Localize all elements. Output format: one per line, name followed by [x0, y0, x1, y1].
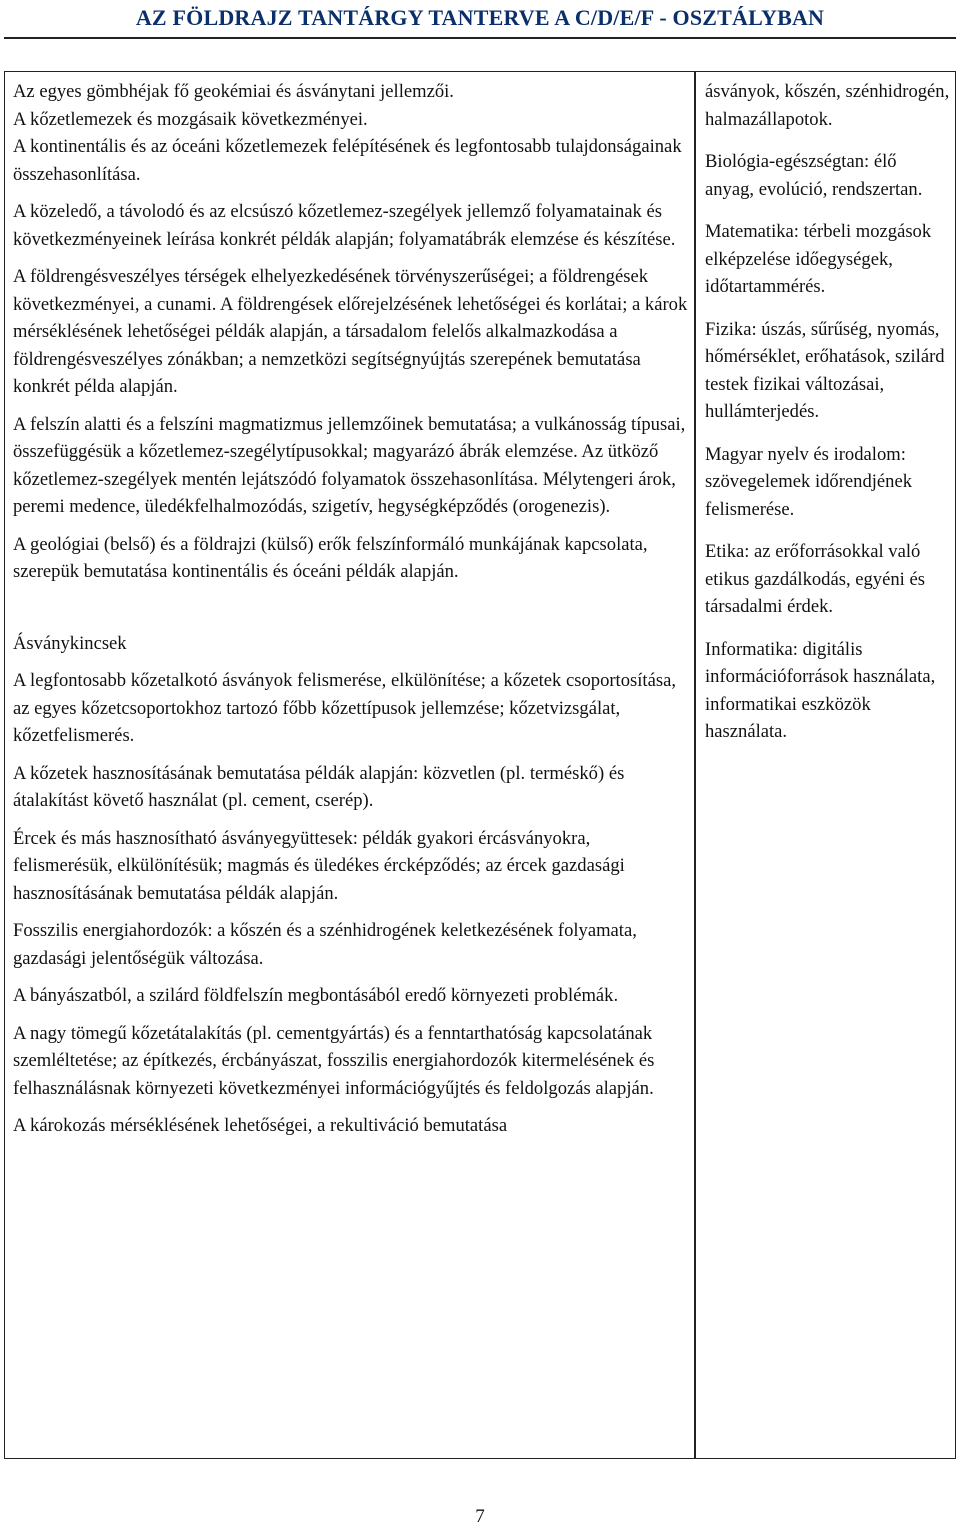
connection-block: Fizika: úszás, sűrűség, nyomás, hőmérséklet, erőhatások, szilárd testek fizikai változásai, hullámterjedés.: [705, 318, 945, 422]
paragraph: A felszín alatti és a felszíni magmatizmus jellemzőinek bemutatása; a vulkánosság típusai, összefüggésük a kőzetlemez-szegélytípusokkal; magyarázó ábrák elemzése. Az ütköző kőzetlemez-szegélyek mentén lejátszódó folyamatok összehasonlítása. Mélytengeri árok, peremi medence, üledékfelhalmozódás, szigetív, hegységképződés (orogenezis).: [13, 413, 686, 517]
paragraph: A geológiai (belső) és a földrajzi (külső) erők felszínformáló munkájának kapcsolata, szerepük bemutatása kontinentális és óceáni példák alapján.: [13, 533, 648, 582]
paragraph: Az egyes gömbhéjak fő geokémiai és ásványtani jellemzői.: [13, 81, 454, 102]
connection-block: Biológia-egészségtan: élő anyag, evolúció, rendszertan.: [705, 151, 923, 200]
connection-block: Informatika: digitális információforrások használata, informatikai eszközök használata.: [705, 638, 936, 742]
paragraph: Fosszilis energiahordozók: a kőszén és a szénhidrogének keletkezésének folyamata, gazdasági jelentőségük változása.: [13, 920, 637, 969]
section-heading: Ásványkincsek: [13, 632, 127, 654]
paragraph: A nagy tömegű kőzetátalakítás (pl. cementgyártás) és a fenntarthatóság kapcsolatának szemléltetése; az építkezés, ércbányászat, fosszilis energiahordozók kitermelésének és felhasználásnak környezeti következményei információgyűjtés és feldolgozás alapján.: [13, 1022, 655, 1099]
paragraph: A közeledő, a távolodó és az elcsúszó kőzetlemez-szegélyek jellemző folyamatainak és következményeinek leírása konkrét példák alapján; folyamatábrák elemzése és készítése.: [13, 201, 676, 250]
paragraph: A kontinentális és az óceáni kőzetlemezek felépítésének és legfontosabb tulajdonságainak összehasonlítása.: [13, 136, 682, 185]
paragraph: A károkozás mérséklésének lehetőségei, a rekultiváció bemutatása: [13, 1115, 508, 1136]
paragraph: Ércek és más hasznosítható ásványegyüttesek: példák gyakori ércásványokra, felismerésük, elkülönítésük; magmás és üledékes ércképződés; az ércek gazdasági hasznosításának bemutatása példák alapján.: [13, 827, 625, 904]
paragraph: A kőzetlemezek és mozgásaik következményei.: [13, 108, 368, 130]
connections-column: [705, 78, 950, 761]
paragraph: A bányászatból, a szilárd földfelszín megbontásából eredő környezeti problémák.: [13, 985, 619, 1006]
document-title: AZ FÖLDRAJZ TANTÁRGY TANTERVE A C/D/E/F - OSZTÁLYBAN: [135, 5, 825, 30]
header-divider: [4, 37, 956, 39]
connection-block: Magyar nyelv és irodalom: szövegelemek időrendjének felismerése.: [705, 443, 913, 520]
paragraph: A kőzetek hasznosításának bemutatása példák alapján: közvetlen (pl. terméskő) és átalakítást követő használat (pl. cement, cserép).: [13, 762, 625, 811]
paragraph: A földrengésveszélyes térségek elhelyezkedésének törvényszerűségei; a földrengések következményei, a cunami. A földrengések előrejelzésének lehetőségei és korlátai; a károk mérséklésének lehetőségei példák alapján, a társadalom felelős alkalmazkodása a földrengésveszélyes zónákban; a nemzetközi segítségnyújtás szerepének bemutatása konkrét példa alapján.: [13, 266, 688, 397]
connection-block: Matematika: térbeli mozgások elképzelése időegységek, időtartammérés.: [705, 221, 932, 297]
page-number: 7: [475, 1506, 485, 1527]
connection-block: Etika: az erőforrásokkal való etikus gazdálkodás, egyéni és társadalmi érdek.: [705, 541, 925, 617]
column-divider: [694, 72, 696, 1458]
content-column: [13, 78, 688, 1140]
curriculum-table: [4, 71, 956, 1459]
page-header: [0, 0, 960, 40]
connection-block: ásványok, kőszén, szénhidrogén, halmazállapotok.: [705, 81, 950, 130]
paragraph: A legfontosabb kőzetalkotó ásványok felismerése, elkülönítése; a kőzetek csoportosítása, az egyes kőzetcsoportokhoz tartozó főbb kőzettípusok jellemzése; kőzetvizsgálat, kőzetfelismerés.: [13, 670, 676, 746]
